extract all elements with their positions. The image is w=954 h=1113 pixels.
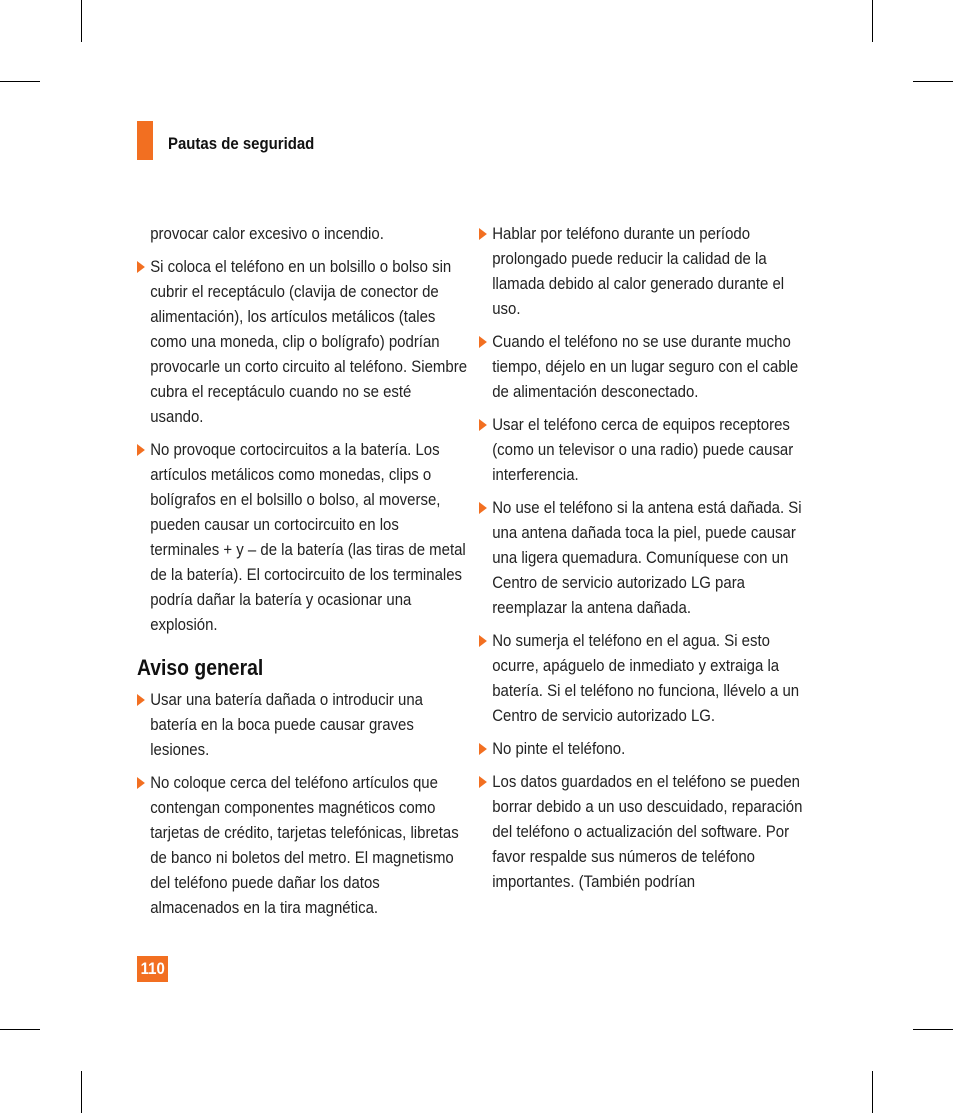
crop-mark [913, 81, 953, 82]
triangle-right-icon [479, 635, 487, 647]
triangle-right-icon [479, 336, 487, 348]
continuation-paragraph: provocar calor excesivo o incendio. [150, 224, 384, 243]
right-column [479, 221, 803, 902]
list-item [479, 329, 809, 404]
list-item-text: No use el teléfono si la antena está dañada. Si una antena dañada toca la piel, puede causar una ligera quemadura. Comuníquese con un Centro de servicio autorizado LG para reemplazar la antena dañada. [492, 498, 802, 617]
list-item [137, 254, 467, 429]
list-item-text: No pinte el teléfono. [492, 739, 626, 758]
triangle-right-icon [479, 502, 487, 514]
list-item-text: Usar el teléfono cerca de equipos receptores (como un televisor o una radio) puede causar interferencia. [492, 415, 794, 484]
list-item-text: No coloque cerca del teléfono artículos que contengan componentes magnéticos como tarjetas de crédito, tarjetas telefónicas, libretas de banco ni boletos del metro. El magnetismo del teléfono puede dañar los datos almacenados en la tira magnética. [150, 773, 459, 917]
triangle-right-icon [137, 444, 145, 456]
triangle-right-icon [137, 777, 145, 789]
list-item-text: No sumerja el teléfono en el agua. Si esto ocurre, apáguelo de inmediato y extraiga la batería. Si el teléfono no funciona, llévelo a un Centro de servicio autorizado LG. [492, 631, 800, 725]
header-accent-bar [137, 121, 153, 160]
triangle-right-icon [137, 261, 145, 273]
page-number-badge [137, 956, 168, 982]
list-item [479, 769, 809, 894]
triangle-right-icon [479, 228, 487, 240]
crop-mark [872, 0, 873, 42]
list-item-text: No provoque cortocircuitos a la batería. Los artículos metálicos como monedas, clips o bolígrafos en el bolsillo o bolso, al moverse, pueden causar un cortocircuito en los terminales + y – de la batería (las tiras de metal de la batería). El cortocircuito de los terminales podría dañar la batería y ocasionar una explosión. [150, 440, 466, 634]
list-item [479, 412, 809, 487]
list-item-text: Cuando el teléfono no se use durante mucho tiempo, déjelo en un lugar seguro con el cable de alimentación desconectado. [492, 332, 799, 401]
left-column [137, 221, 468, 928]
list-item [479, 736, 809, 761]
crop-mark [872, 1071, 873, 1113]
crop-mark [913, 1029, 953, 1030]
list-item [137, 687, 467, 762]
list-item [479, 495, 809, 620]
list-item [479, 221, 809, 321]
crop-mark [0, 81, 40, 82]
page-number: 110 [140, 959, 165, 978]
crop-mark [0, 1029, 40, 1030]
list-item-text: Si coloca el teléfono en un bolsillo o bolso sin cubrir el receptáculo (clavija de conector de alimentación), los artículos metálicos (tales como una moneda, clip o bolígrafo) podrían provocarle un corto circuito al teléfono. Siembre cubra el receptáculo cuando no se esté usando. [150, 257, 468, 426]
list-item-text: Los datos guardados en el teléfono se pueden borrar debido a un uso descuidado, reparación del teléfono o actualización del software. Por favor respalde sus números de teléfono importantes. (También podrían [492, 772, 803, 891]
list-item [137, 770, 467, 920]
triangle-right-icon [479, 776, 487, 788]
list-item [137, 437, 467, 637]
page-title: Pautas de seguridad [168, 134, 315, 153]
section-title: Aviso general [137, 655, 264, 680]
list-item-text: Hablar por teléfono durante un período prolongado puede reducir la calidad de la llamada debido al calor generado durante el uso. [492, 224, 785, 318]
list-item-text: Usar una batería dañada o introducir una batería en la boca puede causar graves lesiones. [150, 690, 423, 759]
triangle-right-icon [137, 694, 145, 706]
list-item [479, 628, 809, 728]
crop-mark [81, 0, 82, 42]
triangle-right-icon [479, 419, 487, 431]
crop-mark [81, 1071, 82, 1113]
triangle-right-icon [479, 743, 487, 755]
